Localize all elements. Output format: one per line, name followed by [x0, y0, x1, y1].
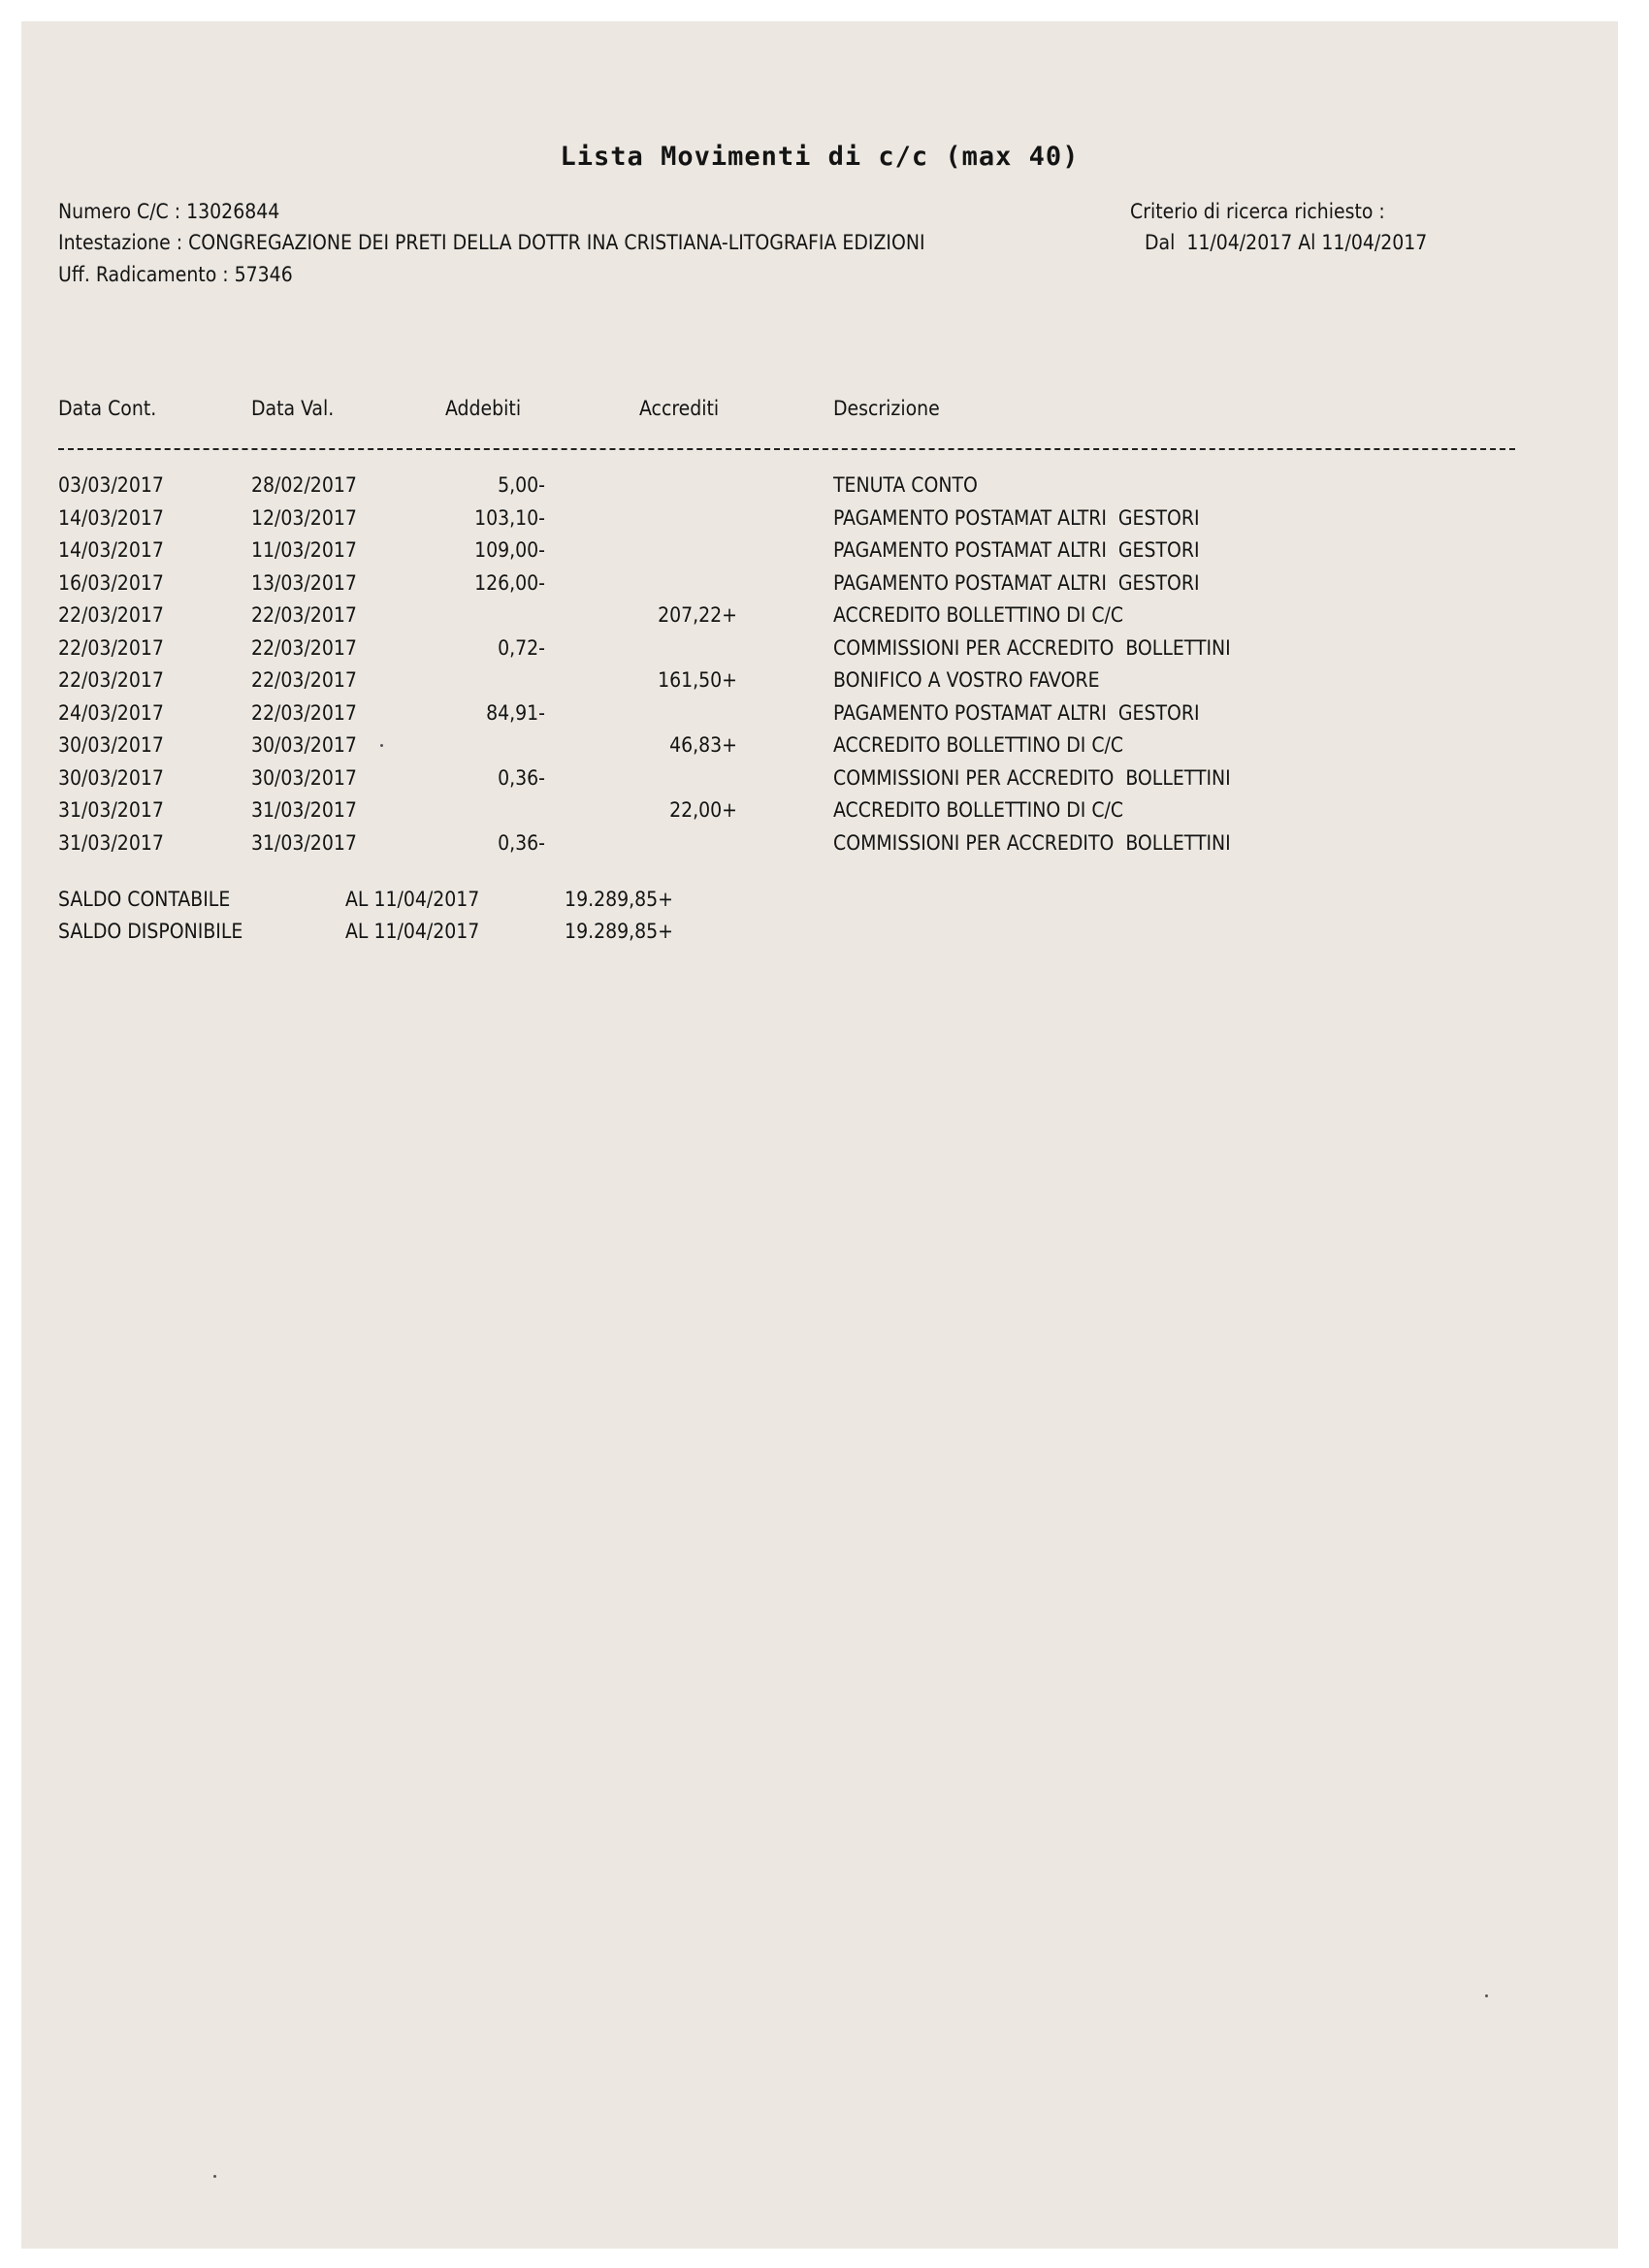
balance-date: AL 11/04/2017	[345, 920, 480, 943]
table-header	[21, 397, 1618, 430]
cell-accrediti: 22,00+	[669, 798, 737, 822]
header-divider	[58, 448, 1515, 450]
table-row	[21, 733, 1618, 766]
cell-data-val: 13/03/2017	[251, 570, 357, 595]
cell-data-val: 28/02/2017	[251, 473, 357, 497]
column-header-accrediti: Accrediti	[639, 397, 720, 420]
cell-data-cont: 30/03/2017	[58, 733, 164, 757]
search-criteria-range: Dal 11/04/2017 Al 11/04/2017	[1145, 231, 1428, 254]
balance-label: SALDO CONTABILE	[58, 888, 231, 911]
column-header-addebiti: Addebiti	[445, 397, 522, 420]
table-row	[21, 538, 1618, 571]
cell-addebiti: 0,36-	[498, 765, 545, 790]
column-header-data-val: Data Val.	[251, 397, 335, 420]
cell-data-val: 22/03/2017	[251, 700, 357, 725]
cell-data-cont: 22/03/2017	[58, 603, 164, 627]
balance-amount: 19.289,85+	[565, 888, 673, 911]
table-row	[21, 798, 1618, 831]
table-row	[21, 831, 1618, 864]
table-row	[21, 766, 1618, 799]
cell-data-cont: 31/03/2017	[58, 798, 164, 822]
document-page	[21, 21, 1618, 2249]
cell-data-val: 30/03/2017	[251, 765, 357, 790]
cell-addebiti: 5,00-	[498, 473, 545, 497]
cell-descrizione: COMMISSIONI PER ACCREDITO BOLLETTINI	[833, 635, 1231, 660]
table-row	[21, 668, 1618, 701]
cell-data-cont: 03/03/2017	[58, 473, 164, 497]
table-row	[21, 701, 1618, 734]
page-title: Lista Movimenti di c/c (max 40)	[560, 142, 1080, 172]
balance-row	[21, 888, 1618, 921]
cell-accrediti: 207,22+	[658, 603, 737, 627]
column-header-data-cont: Data Cont.	[58, 397, 157, 420]
cell-addebiti: 84,91-	[486, 700, 545, 725]
cell-descrizione: PAGAMENTO POSTAMAT ALTRI GESTORI	[833, 570, 1200, 595]
cell-descrizione: COMMISSIONI PER ACCREDITO BOLLETTINI	[833, 830, 1231, 855]
cell-addebiti: 126,00-	[474, 570, 545, 595]
table-row	[21, 636, 1618, 669]
cell-addebiti: 0,72-	[498, 635, 545, 660]
cell-data-val: 30/03/2017	[251, 733, 357, 757]
cell-data-val: 31/03/2017	[251, 830, 357, 855]
cell-data-cont: 14/03/2017	[58, 538, 164, 562]
balance-label: SALDO DISPONIBILE	[58, 920, 243, 943]
account-number: Numero C/C : 13026844	[58, 200, 280, 223]
cell-data-val: 31/03/2017	[251, 798, 357, 822]
column-header-descrizione: Descrizione	[833, 397, 940, 420]
cell-data-cont: 24/03/2017	[58, 700, 164, 725]
cell-descrizione: ACCREDITO BOLLETTINO DI C/C	[833, 603, 1124, 627]
cell-addebiti: 109,00-	[474, 538, 545, 562]
paper-speck	[380, 744, 383, 747]
account-holder: Intestazione : CONGREGAZIONE DEI PRETI DELLA DOTTR INA CRISTIANA-LITOGRAFIA EDIZIONI	[58, 231, 925, 254]
table-row	[21, 571, 1618, 604]
balance-amount: 19.289,85+	[565, 920, 673, 943]
cell-data-cont: 31/03/2017	[58, 830, 164, 855]
cell-descrizione: TENUTA CONTO	[833, 473, 978, 497]
cell-data-val: 22/03/2017	[251, 635, 357, 660]
cell-accrediti: 46,83+	[669, 733, 737, 757]
cell-data-val: 22/03/2017	[251, 603, 357, 627]
cell-descrizione: PAGAMENTO POSTAMAT ALTRI GESTORI	[833, 700, 1200, 725]
search-criteria-heading: Criterio di ricerca richiesto :	[1130, 200, 1385, 223]
cell-descrizione: ACCREDITO BOLLETTINO DI C/C	[833, 798, 1124, 822]
table-row	[21, 473, 1618, 506]
balance-row	[21, 920, 1618, 953]
table-row	[21, 506, 1618, 539]
paper-speck	[1485, 1994, 1488, 1997]
cell-descrizione: PAGAMENTO POSTAMAT ALTRI GESTORI	[833, 505, 1200, 530]
cell-data-val: 11/03/2017	[251, 538, 357, 562]
cell-descrizione: BONIFICO A VOSTRO FAVORE	[833, 668, 1100, 692]
cell-data-cont: 22/03/2017	[58, 668, 164, 692]
office-code: Uff. Radicamento : 57346	[58, 263, 293, 286]
table-row	[21, 603, 1618, 636]
cell-data-cont: 16/03/2017	[58, 570, 164, 595]
cell-data-cont: 30/03/2017	[58, 765, 164, 790]
cell-data-val: 12/03/2017	[251, 505, 357, 530]
balance-date: AL 11/04/2017	[345, 888, 480, 911]
cell-descrizione: COMMISSIONI PER ACCREDITO BOLLETTINI	[833, 765, 1231, 790]
cell-addebiti: 103,10-	[474, 505, 545, 530]
cell-data-cont: 14/03/2017	[58, 505, 164, 530]
cell-data-val: 22/03/2017	[251, 668, 357, 692]
cell-descrizione: PAGAMENTO POSTAMAT ALTRI GESTORI	[833, 538, 1200, 562]
cell-addebiti: 0,36-	[498, 830, 545, 855]
cell-accrediti: 161,50+	[658, 668, 737, 692]
paper-speck	[213, 2175, 216, 2178]
cell-data-cont: 22/03/2017	[58, 635, 164, 660]
cell-descrizione: ACCREDITO BOLLETTINO DI C/C	[833, 733, 1124, 757]
